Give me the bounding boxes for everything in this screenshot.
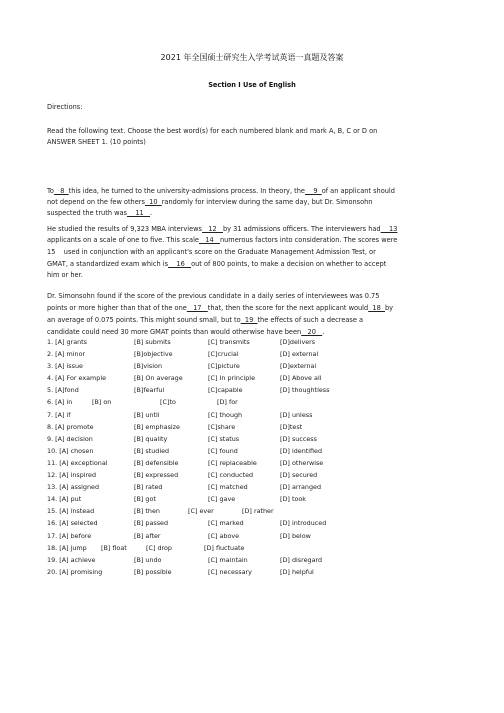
- option-choice-b: [B] quality: [134, 434, 168, 443]
- directions-line: Read the following text. Choose the best word(s) for each numbered blank and mark A, B, C or D on: [47, 127, 378, 135]
- text-run: that, then the score for the next applicant would: [207, 304, 369, 312]
- option-choice-d: [D] external: [280, 350, 319, 359]
- option-choice-a: 10. [A] chosen: [47, 446, 94, 455]
- option-choice-c: [C] transmits: [208, 338, 250, 346]
- blank-11: 11: [126, 209, 151, 217]
- text-run: suspected the truth was: [47, 209, 127, 217]
- option-choice-b: [B]objective: [134, 350, 173, 359]
- option-choice-d: [D] took: [280, 495, 306, 504]
- text-run: candidate could need 30 more GMAT points than would otherwise have been: [47, 328, 302, 336]
- option-choice-d: [D] identified: [280, 446, 323, 455]
- option-choice-d: [D]test: [280, 422, 303, 431]
- blank-20: 20: [301, 328, 323, 336]
- option-choice-b: [B] passed: [134, 519, 169, 528]
- blank-13: 13: [380, 225, 398, 233]
- text-run: .: [150, 209, 153, 217]
- option-choice-a: 7. [A] if: [47, 410, 71, 419]
- option-choice-a: 12. [A] inspired: [47, 471, 97, 480]
- blank-9: 9: [304, 187, 322, 195]
- paragraph-line: [47, 235, 397, 246]
- option-choice-d: [D] helpful: [280, 567, 314, 576]
- option-choice-c: [C] found: [208, 446, 238, 455]
- paragraph-line: Dr. Simonsohn found if the score of the previous candidate in a daily series of interviewees was 0.75: [47, 292, 380, 300]
- option-choice-a: 2. [A] minor: [47, 350, 86, 359]
- text-run: an average of 0.075 points. This might sound small, but to: [47, 316, 241, 324]
- text-run: the effects of such a decrease a: [257, 316, 364, 324]
- paragraph-line: 15 used in conjunction with an applicant's score on the Graduate Management Admission Test, or: [47, 248, 376, 256]
- paragraph-line: [47, 315, 363, 326]
- option-choice-b: [B] rated: [134, 483, 163, 492]
- option-choice-b: [B] got: [134, 495, 156, 504]
- option-choice-a: 18. [A] jump: [47, 543, 87, 552]
- text-run: He studied the results of 9,323 MBA interviews: [47, 225, 202, 233]
- directions-label: Directions:: [47, 103, 83, 111]
- option-choice-d: [D] thoughtless: [280, 386, 330, 395]
- option-choice-b: [B] defensible: [134, 458, 179, 467]
- text-run: points or more higher than that of the one: [47, 304, 187, 312]
- option-choice-d: [D] introduced: [280, 519, 327, 528]
- option-choice-d: [D]external: [280, 362, 317, 371]
- blank-17: 17: [186, 304, 208, 312]
- option-choice-c: [C] though: [208, 410, 243, 419]
- directions-line: ANSWER SHEET 1. (10 points): [47, 138, 146, 146]
- option-choice-a: 4. [A] For example: [47, 374, 107, 383]
- option-choice-a: 5. [A]fond: [47, 386, 79, 395]
- option-choice-d: [D] rather: [242, 507, 274, 516]
- option-choice-b: [B]vision: [134, 362, 162, 371]
- option-choice-a: 3. [A] issue: [47, 362, 83, 371]
- paragraph-line: him or her.: [47, 271, 83, 279]
- option-choice-a: 8. [A] promote: [47, 422, 94, 431]
- paragraph-line: [47, 224, 397, 235]
- option-choice-a: 1. [A] grants: [47, 338, 88, 346]
- option-choice-a: 6. [A] in: [47, 398, 73, 407]
- option-choice-d: [D] disregard: [280, 555, 323, 564]
- blank-19: 19: [240, 316, 258, 324]
- blank-10: 10: [144, 198, 162, 206]
- option-choice-c: [C] necessary: [208, 567, 252, 576]
- paragraph-line: [47, 197, 373, 208]
- text-run: of an applicant should: [321, 187, 395, 195]
- option-choice-b: [B] expressed: [134, 471, 179, 480]
- option-choice-a: 16. [A] selected: [47, 519, 98, 528]
- paragraph-line: [47, 327, 324, 338]
- option-choice-b: [B] possible: [134, 567, 172, 576]
- option-choice-b: [B] float: [101, 543, 127, 552]
- text-run: GMAT, a standardized exam which is: [47, 260, 169, 268]
- section-heading: Section I Use of English: [208, 81, 296, 89]
- option-choice-d: [D] otherwise: [280, 458, 324, 467]
- option-choice-b: [B] emphasize: [134, 422, 180, 431]
- option-choice-d: [D]delivers: [280, 338, 316, 346]
- option-choice-b: [B] then: [134, 507, 160, 516]
- option-choice-c: [C] maintain: [208, 555, 248, 564]
- option-choice-c: [C] marked: [208, 519, 244, 528]
- option-choice-b: [B] On average: [134, 374, 183, 383]
- page-title: 2021 年全国硕士研究生入学考试英语一真题及答案: [160, 53, 344, 62]
- option-choice-b: [B] submits: [134, 338, 171, 346]
- option-choice-a: 19. [A] achieve: [47, 555, 96, 564]
- option-choice-c: [C] matched: [208, 483, 248, 492]
- option-choice-d: [D] below: [280, 531, 311, 540]
- option-choice-d: [D] fluctuate: [204, 543, 245, 552]
- option-choice-d: [D] secured: [280, 471, 318, 480]
- blank-12: 12: [202, 225, 223, 233]
- paragraph-line: [47, 208, 152, 219]
- option-choice-c: [C]share: [208, 422, 236, 431]
- option-choice-c: [C]picture: [208, 362, 240, 371]
- text-run: by: [384, 304, 394, 312]
- text-run: this idea, he turned to the university-admissions process. In theory, the: [68, 187, 305, 195]
- option-choice-c: [C] conducted: [208, 471, 254, 480]
- option-choice-c: [C] drop: [146, 543, 172, 552]
- option-choice-b: [B]fearful: [134, 386, 165, 395]
- option-choice-c: [C]capable: [208, 386, 243, 395]
- option-choice-c: [C]crucial: [208, 350, 239, 359]
- text-run: by 31 admissions officers. The interviewers had: [222, 225, 381, 233]
- option-choice-c: [C] ever: [188, 507, 214, 516]
- option-choice-b: [B] undo: [134, 555, 162, 564]
- option-choice-c: [C] gave: [208, 495, 236, 504]
- option-choice-c: [C]to: [160, 398, 176, 407]
- blank-14: 14: [198, 236, 220, 244]
- option-choice-a: 17. [A] before: [47, 531, 92, 540]
- option-choice-c: [C] above: [208, 531, 240, 540]
- paragraph-line: [47, 259, 386, 270]
- option-choice-c: [C] status: [208, 434, 240, 443]
- text-run: out of 800 points, to make a decision on whether to accept: [191, 260, 387, 268]
- text-run: randomly for interview during the same day, but Dr. Simonsohn: [161, 198, 373, 206]
- option-choice-b: [B] studied: [134, 446, 170, 455]
- option-choice-a: 15. [A] instead: [47, 507, 95, 516]
- option-choice-b: [B] after: [134, 531, 161, 540]
- text-run: .: [322, 328, 325, 336]
- option-choice-a: 11. [A] exceptional: [47, 458, 108, 467]
- text-run: not depend on the few others: [47, 198, 145, 206]
- option-choice-c: [C] In principle: [208, 374, 256, 383]
- option-choice-d: [D] arranged: [280, 483, 322, 492]
- paragraph-line: [47, 303, 393, 314]
- text-run: numerous factors into consideration. The scores were: [219, 236, 398, 244]
- blank-18: 18: [368, 304, 385, 312]
- option-choice-d: [D] success: [280, 434, 317, 443]
- option-choice-a: 13. [A] assigned: [47, 483, 100, 492]
- option-choice-a: 20. [A] promising: [47, 567, 103, 576]
- option-choice-d: [D] unless: [280, 410, 313, 419]
- option-choice-c: [C] replaceable: [208, 458, 257, 467]
- text-run: applicants on a scale of one to five. This scale: [47, 236, 199, 244]
- blank-16: 16: [168, 260, 192, 268]
- paragraph-line: [47, 186, 395, 197]
- option-choice-b: [B] on: [92, 398, 112, 407]
- option-choice-a: 9. [A] decision: [47, 434, 93, 443]
- option-choice-a: 14. [A] put: [47, 495, 82, 504]
- option-choice-d: [D] for: [217, 398, 238, 407]
- blank-8: 8: [53, 187, 69, 195]
- option-choice-d: [D] Above all: [280, 374, 322, 383]
- text-run: To: [47, 187, 54, 195]
- option-choice-b: [B] until: [134, 410, 160, 419]
